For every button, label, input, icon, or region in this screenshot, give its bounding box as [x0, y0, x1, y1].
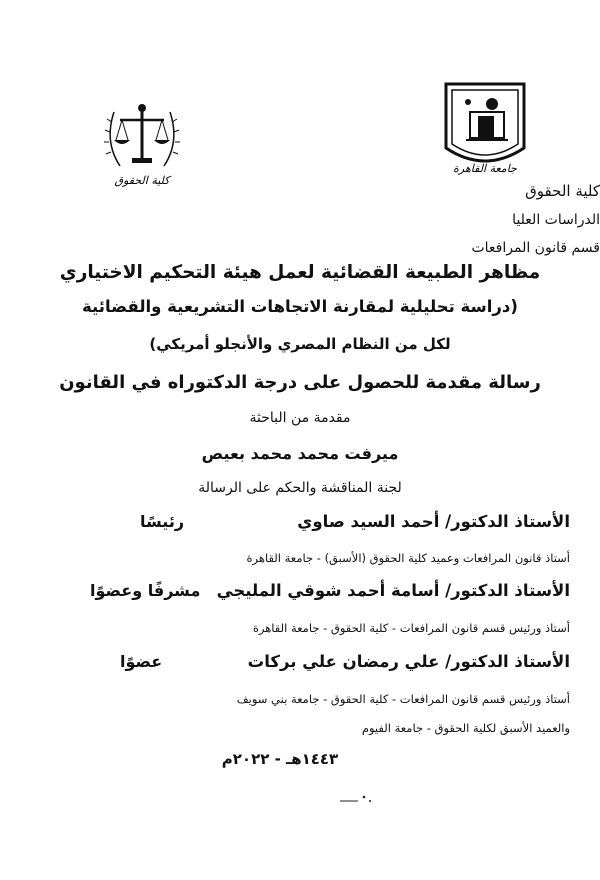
thesis-degree-statement: رسالة مقدمة للحصول على درجة الدكتوراه في القانون — [59, 372, 541, 393]
committee-member-description: والعميد الأسبق لكلية الحقوق - جامعة الفيوم — [361, 721, 570, 735]
scales-of-justice-icon — [100, 92, 184, 192]
committee-member-name: الأستاذ الدكتور/ أسامة أحمد شوقي المليجي — [216, 581, 570, 600]
thesis-subtitle-line-1: (دراسة تحليلية لمقارنة الاتجاهات التشريعية والقضائية — [82, 297, 518, 316]
committee-member-description: أستاذ ورئيس قسم قانون المرافعات - كلية الحقوق - جامعة بني سويف — [236, 692, 570, 706]
committee-member-name: الأستاذ الدكتور/ أحمد السيد صاوي — [297, 512, 570, 531]
faculty-name: كلية الحقوق — [525, 182, 600, 200]
committee-member-description: أستاذ ورئيس قسم قانون المرافعات - كلية الحقوق - جامعة القاهرة — [252, 621, 570, 635]
thesis-title: مظاهر الطبيعة القضائية لعمل هيئة التحكيم الاختياري — [59, 262, 541, 283]
committee-member-role: رئيسًا — [140, 512, 185, 531]
author-name: ميرفت محمد محمد بعيص — [201, 444, 399, 463]
committee-member-description: أستاذ قانون المرافعات وعميد كلية الحقوق (الأسبق) - جامعة القاهرة — [246, 551, 570, 565]
committee-member-3 — [40, 652, 570, 680]
committee-member-name: الأستاذ الدكتور/ علي رمضان علي بركات — [247, 652, 570, 671]
cairo-university-logo-icon — [440, 82, 530, 178]
decorative-divider-icon — [338, 793, 382, 805]
department-name: قسم قانون المرافعات — [471, 240, 600, 256]
thesis-date: ١٤٤٣هـ - ٢٠٢٢م — [221, 750, 339, 768]
committee-member-2 — [40, 581, 570, 609]
law-logo-text: كلية الحقوق — [114, 174, 170, 187]
committee-member-1 — [40, 512, 570, 540]
university-logo-text: جامعة القاهرة — [453, 162, 517, 175]
presented-by-label: مقدمة من الباحثة — [249, 410, 351, 426]
committee-member-role: مشرفًا وعضوًا — [90, 581, 201, 600]
committee-title: لجنة المناقشة والحكم على الرسالة — [198, 480, 402, 496]
thesis-subtitle-line-2: لكل من النظام المصري والأنجلو أمريكي) — [149, 335, 451, 353]
committee-member-role: عضوًا — [120, 652, 163, 671]
studies-name: الدراسات العليا — [512, 212, 600, 228]
